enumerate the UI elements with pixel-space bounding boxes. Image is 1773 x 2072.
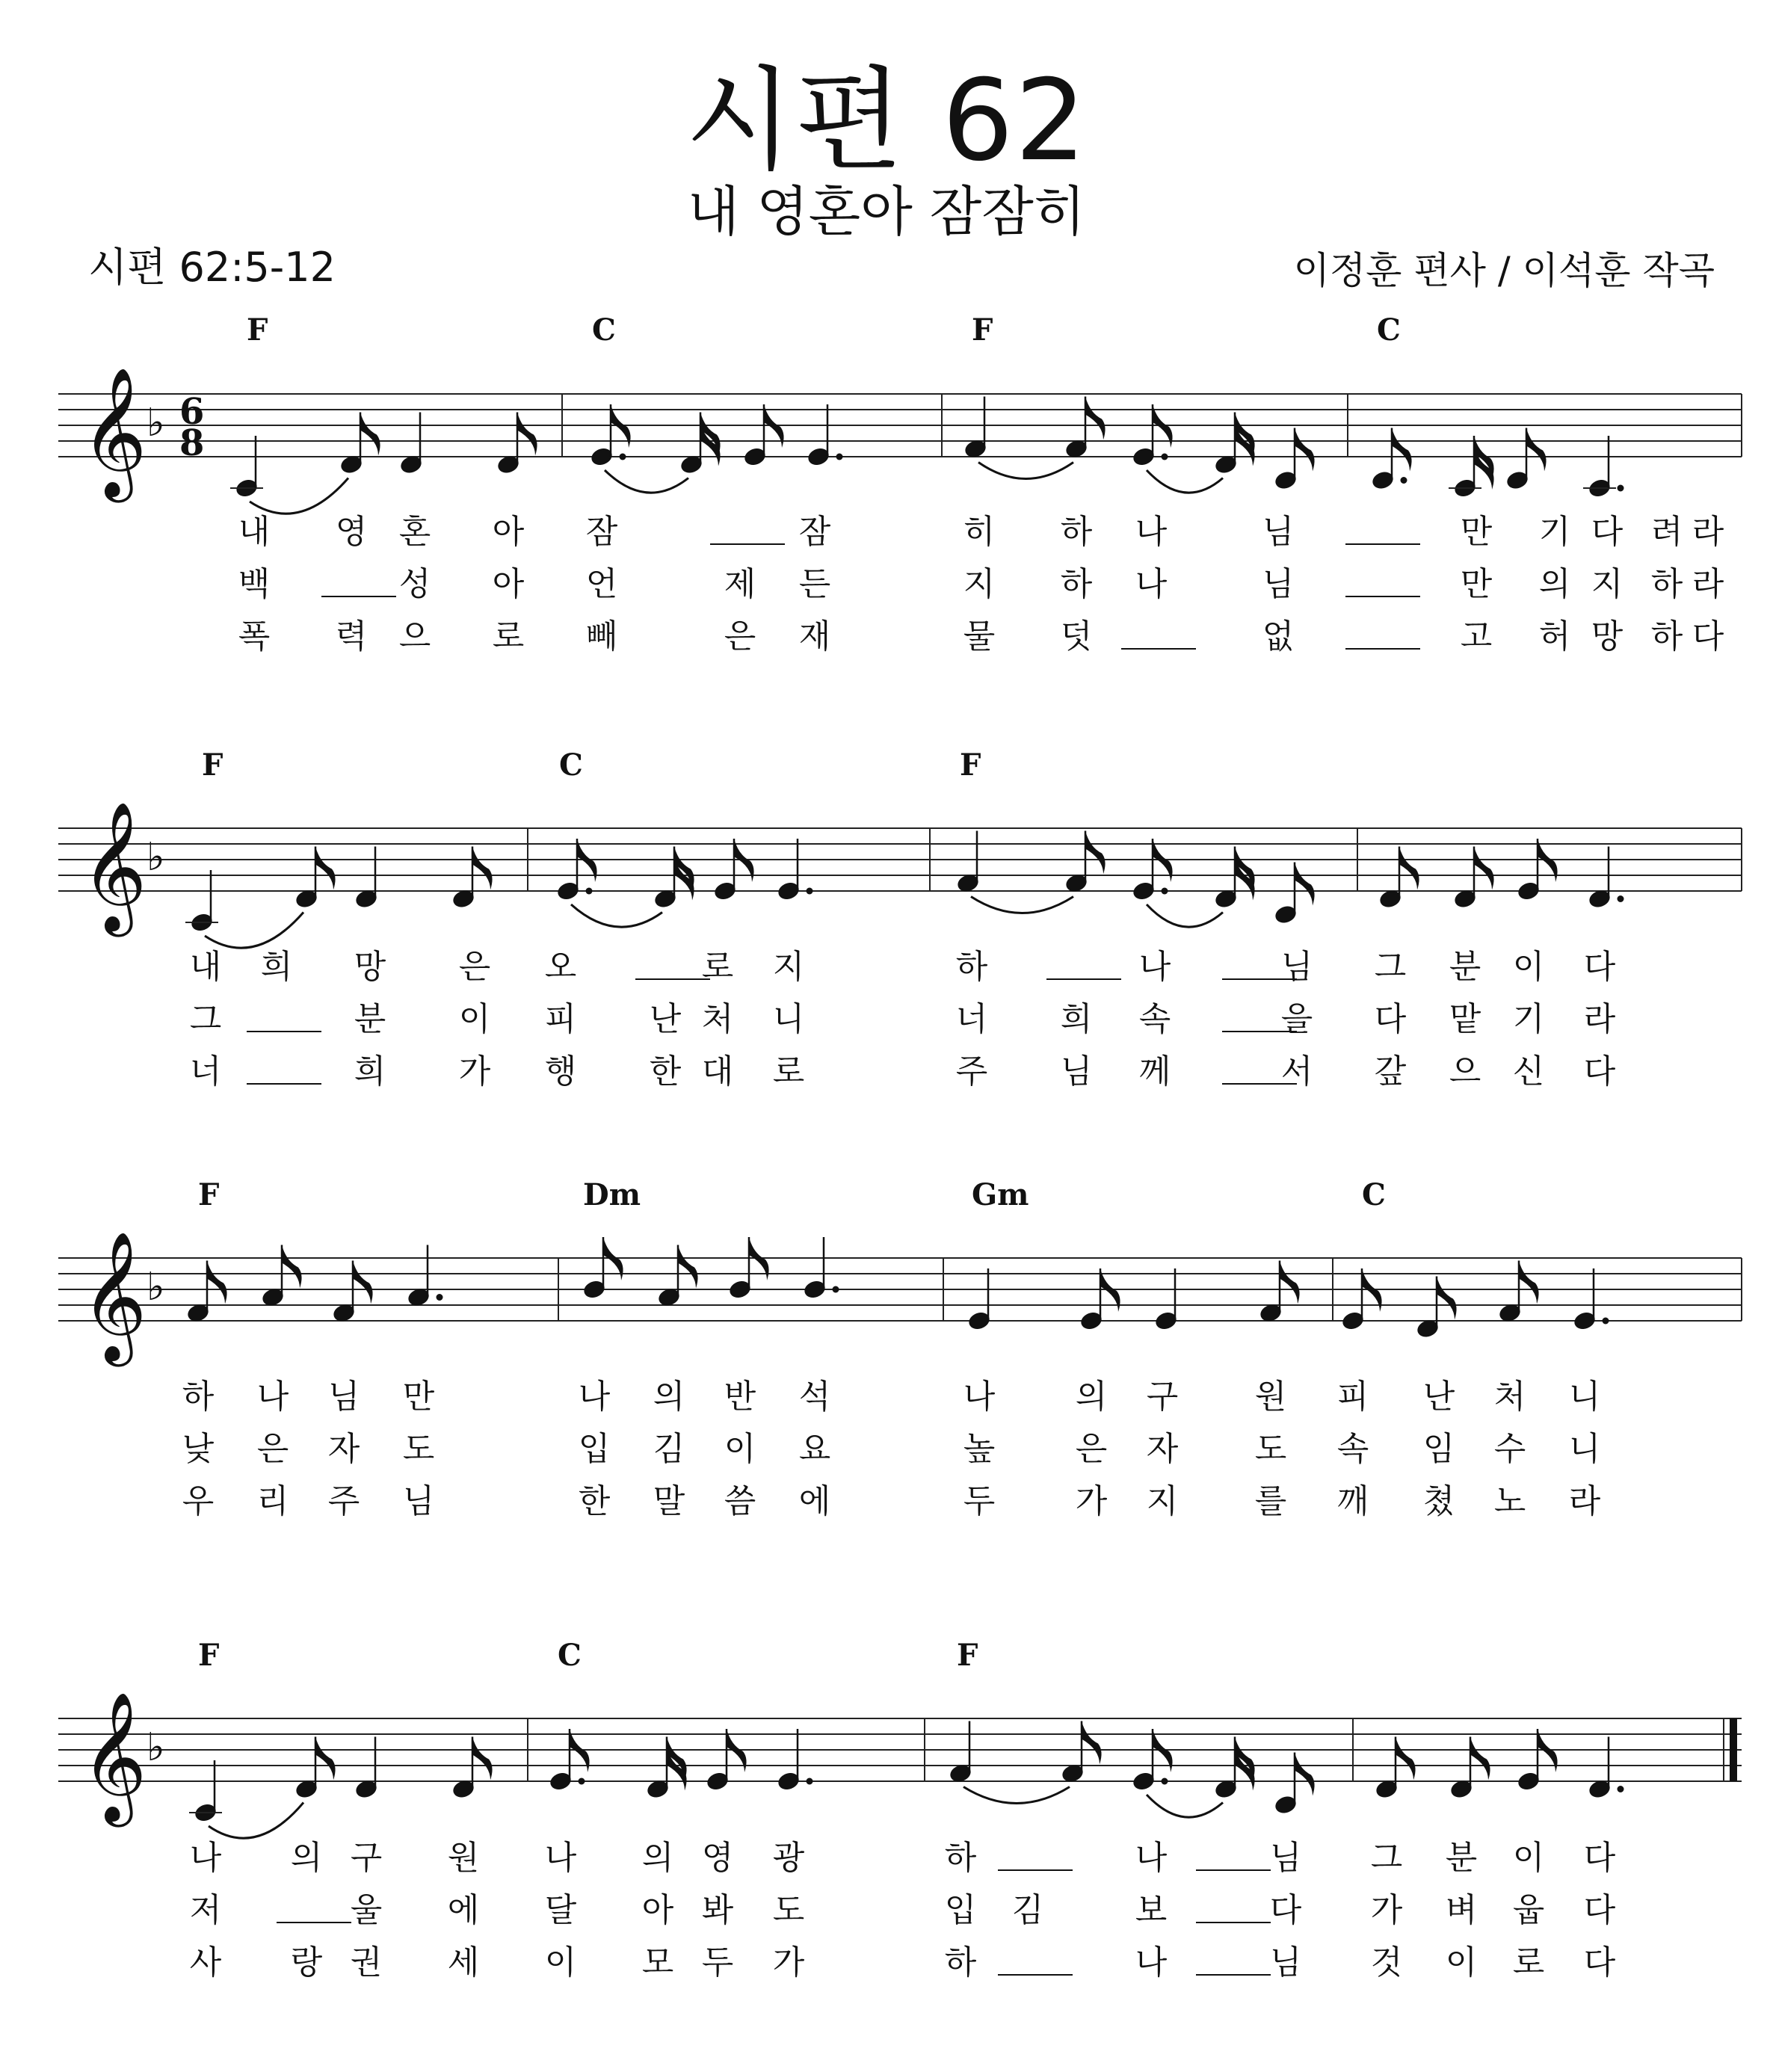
lyric-syllable: 망 [1591, 617, 1624, 656]
lyric-syllable: 려 [1650, 513, 1683, 551]
lyric-syllable: 대 [701, 1052, 734, 1091]
lyric-syllable: 구 [350, 1839, 383, 1877]
lyric-syllable: 자 [1146, 1430, 1179, 1468]
lyric-syllable: 께 [1138, 1052, 1171, 1091]
lyric-syllable: 우 [182, 1482, 215, 1520]
lyric-syllable: 하 [1650, 617, 1683, 656]
lyric-syllable: 처 [701, 1000, 734, 1038]
lyric-syllable: 신 [1512, 1052, 1545, 1091]
slur [205, 913, 303, 949]
augmentation-dot [1162, 888, 1168, 895]
note-flag [1474, 847, 1494, 890]
lyric-syllable: 다 [1583, 1839, 1616, 1877]
lyric-syllable: 니 [1568, 1430, 1601, 1468]
augmentation-dot [1162, 454, 1168, 460]
lyric-syllable: 잠 [585, 513, 618, 551]
augmentation-dot [579, 1778, 585, 1785]
lyric-syllable: 이 [724, 1430, 756, 1468]
lyric-syllable: 원 [1254, 1378, 1287, 1416]
slur [1147, 904, 1223, 927]
lyric-syllable: 이 [1512, 1839, 1545, 1877]
lyric-syllable: 나 [1135, 1839, 1168, 1877]
lyric-syllable: 다 [1583, 1052, 1616, 1091]
lyric-syllable: 로 [701, 948, 734, 986]
lyric-syllable: 다 [1692, 617, 1724, 656]
time-signature-top: 6 [179, 391, 205, 433]
lyric-syllable: 속 [1336, 1430, 1369, 1468]
lyric-syllable: 김 [653, 1430, 685, 1468]
chord-symbol: F [202, 747, 223, 783]
augmentation-dot [1618, 485, 1624, 492]
note-flag [1396, 1737, 1416, 1780]
slur [963, 1787, 1070, 1804]
lyric-syllable: 만 [402, 1378, 435, 1416]
lyric-syllable: 분 [1445, 1839, 1478, 1877]
treble-clef-icon: 𝄞 [81, 801, 147, 931]
lyric-syllable: 내 [189, 948, 222, 986]
note-flag [315, 1737, 336, 1780]
chord-symbol: F [247, 312, 268, 348]
lyric-syllable: 으 [398, 617, 431, 656]
lyric-syllable: 라 [1692, 565, 1724, 603]
lyric-syllable: 분 [354, 1000, 386, 1038]
lyric-syllable: 쳤 [1422, 1482, 1455, 1520]
flat-key-signature-icon: ♭ [147, 1265, 165, 1310]
lyric-syllable: 하 [1060, 513, 1093, 551]
lyric-syllable: 하 [955, 948, 988, 986]
lyric-syllable: 속 [1138, 1000, 1171, 1038]
lyric-syllable: 세 [447, 1943, 480, 1982]
lyric-syllable: 이 [1445, 1943, 1478, 1982]
lyric-syllable: 나 [1138, 948, 1171, 986]
final-barline [1730, 1718, 1737, 1781]
lyric-syllable: 희 [260, 948, 293, 986]
lyric-syllable: 를 [1254, 1482, 1287, 1520]
lyric-syllable: 혼 [398, 513, 431, 551]
lyric-syllable: 님 [1262, 565, 1295, 603]
augmentation-dot [833, 1286, 839, 1293]
flat-key-signature-icon: ♭ [147, 401, 165, 445]
lyric-syllable: 분 [1449, 948, 1481, 986]
lyric-syllable: 하 [182, 1378, 215, 1416]
note-flag [472, 1737, 493, 1780]
lyric-syllable: 아 [492, 565, 525, 603]
note-flag [1437, 1277, 1457, 1320]
lyric-syllable: 기 [1538, 513, 1571, 551]
lyric-syllable: 으 [1449, 1052, 1481, 1091]
lyric-syllable: 사 [189, 1943, 222, 1982]
lyric-syllable: 을 [1280, 1000, 1313, 1038]
lyric-syllable: 맡 [1449, 1000, 1481, 1038]
lyric-syllable: 다 [1374, 1000, 1407, 1038]
lyric-syllable: 님 [327, 1378, 360, 1416]
lyric-syllable: 권 [350, 1943, 383, 1982]
lyric-syllable: 폭 [238, 617, 271, 656]
lyric-syllable: 하 [944, 1839, 977, 1877]
augmentation-dot [1603, 1318, 1609, 1325]
lyric-syllable: 오 [544, 948, 577, 986]
lyric-syllable: 반 [724, 1378, 756, 1416]
lyric-syllable: 영 [701, 1839, 734, 1877]
lyric-syllable: 주 [327, 1482, 360, 1520]
lyric-syllable: 지 [1591, 565, 1624, 603]
lyric-syllable: 만 [1460, 513, 1493, 551]
lyric-syllable: 보 [1135, 1891, 1168, 1929]
flat-key-signature-icon: ♭ [147, 835, 165, 880]
note-flag [1280, 1261, 1300, 1304]
lyric-syllable: 님 [1060, 1052, 1093, 1091]
page-subtitle: 내 영혼아 잠잠히 [687, 180, 1086, 243]
lyric-syllable: 그 [189, 1000, 222, 1038]
lyric-syllable: 높 [963, 1430, 996, 1468]
lyric-syllable: 나 [544, 1839, 577, 1877]
lyric-syllable: 랑 [290, 1943, 323, 1982]
lyric-syllable: 잠 [798, 513, 831, 551]
lyric-syllable: 님 [1269, 1943, 1302, 1982]
augmentation-dot [620, 454, 626, 460]
arranger-composer-credits: 이정훈 편사 / 이석훈 작곡 [1293, 249, 1715, 292]
lyric-syllable: 하 [1650, 565, 1683, 603]
lyric-syllable: 나 [1135, 1943, 1168, 1982]
lyric-syllable: 그 [1370, 1839, 1403, 1877]
lyric-syllable: 라 [1692, 513, 1724, 551]
flat-key-signature-icon: ♭ [147, 1725, 165, 1770]
chord-symbol: F [957, 1638, 978, 1673]
chord-symbol: Gm [972, 1177, 1029, 1212]
lyric-syllable: 아 [492, 513, 525, 551]
chord-symbol: C [592, 312, 616, 348]
augmentation-dot [437, 1294, 443, 1301]
augmentation-dot [1618, 895, 1624, 902]
lyric-syllable: 처 [1493, 1378, 1526, 1416]
note-flag [207, 1261, 227, 1304]
lyric-syllable: 모 [641, 1943, 674, 1982]
chord-symbol: C [1377, 312, 1401, 348]
augmentation-dot [1618, 1786, 1624, 1792]
lyric-syllable: 도 [1254, 1430, 1287, 1468]
slur [605, 470, 688, 493]
note-flag [517, 413, 537, 456]
lyric-syllable: 만 [1460, 565, 1493, 603]
lyric-syllable: 든 [798, 565, 831, 603]
lyric-syllable: 너 [189, 1052, 222, 1091]
lyric-syllable: 나 [1135, 565, 1168, 603]
lyric-syllable: 석 [798, 1378, 831, 1416]
lyric-syllable: 김 [1011, 1891, 1044, 1929]
slur [978, 463, 1073, 479]
lyric-syllable: 주 [955, 1052, 988, 1091]
lyric-syllable: 기 [1512, 1000, 1545, 1038]
chord-symbol: C [558, 1638, 582, 1673]
scripture-reference: 시편 62:5-12 [88, 244, 336, 291]
lyric-syllable: 덧 [1060, 617, 1093, 656]
lyric-syllable: 은 [724, 617, 756, 656]
lyric-syllable: 님 [1269, 1839, 1302, 1877]
lyric-syllable: 달 [544, 1891, 577, 1929]
note-flag [315, 847, 336, 890]
chord-symbol: F [960, 747, 981, 783]
lyric-syllable: 허 [1538, 617, 1571, 656]
lyric-syllable: 히 [963, 513, 996, 551]
note-flag [1085, 831, 1106, 875]
note-flag [282, 1245, 302, 1289]
lyric-syllable: 피 [1336, 1378, 1369, 1416]
lyric-syllable: 봐 [701, 1891, 734, 1929]
lyric-syllable: 두 [701, 1943, 734, 1982]
lyric-syllable: 벼 [1445, 1891, 1478, 1929]
note-flag [1392, 428, 1412, 472]
lyric-syllable: 희 [354, 1052, 386, 1091]
lyric-syllable: 나 [1135, 513, 1168, 551]
lyric-syllable: 나 [578, 1378, 611, 1416]
lyric-syllable: 언 [585, 565, 618, 603]
lyric-syllable: 력 [335, 617, 368, 656]
lyric-syllable: 이 [1512, 948, 1545, 986]
lyric-syllable: 지 [1146, 1482, 1179, 1520]
chord-symbol: F [198, 1638, 220, 1673]
lyric-syllable: 다 [1591, 513, 1624, 551]
time-signature-bottom: 8 [179, 422, 205, 464]
lyric-syllable: 님 [1262, 513, 1295, 551]
lyric-syllable: 가 [772, 1943, 805, 1982]
lyric-syllable: 하 [944, 1943, 977, 1982]
chord-symbol: Dm [583, 1177, 641, 1212]
note-flag [1295, 428, 1315, 472]
lyric-syllable: 낮 [182, 1430, 215, 1468]
lyric-syllable: 것 [1370, 1943, 1403, 1982]
note-flag [1519, 1261, 1539, 1304]
lyric-syllable: 한 [578, 1482, 611, 1520]
slur [250, 478, 348, 514]
lyric-syllable: 의 [1538, 565, 1571, 603]
treble-clef-icon: 𝄞 [81, 367, 147, 497]
lyric-syllable: 다 [1269, 1891, 1302, 1929]
lyric-syllable: 행 [544, 1052, 577, 1091]
chord-symbol: F [972, 312, 993, 348]
lyric-syllable: 리 [256, 1482, 289, 1520]
lyric-syllable: 물 [963, 617, 996, 656]
lyric-syllable: 님 [402, 1482, 435, 1520]
lyric-syllable: 한 [649, 1052, 682, 1091]
lyric-syllable: 없 [1262, 617, 1295, 656]
augmentation-dot [1401, 477, 1407, 484]
lyric-syllable: 노 [1493, 1482, 1526, 1520]
lyric-syllable: 이 [458, 1000, 491, 1038]
slur [209, 1803, 303, 1839]
note-flag [1295, 863, 1315, 906]
lyric-syllable: 입 [578, 1430, 611, 1468]
lyric-syllable: 의 [641, 1839, 674, 1877]
note-flag [472, 847, 493, 890]
augmentation-dot [807, 1778, 813, 1785]
lyric-syllable: 요 [798, 1430, 831, 1468]
lyric-syllable: 원 [447, 1839, 480, 1877]
slur [1147, 1795, 1223, 1817]
lyric-syllable: 의 [653, 1378, 685, 1416]
lyric-syllable: 저 [189, 1891, 222, 1929]
lyric-syllable: 재 [798, 617, 831, 656]
lyric-syllable: 가 [1370, 1891, 1403, 1929]
lyric-syllable: 니 [1568, 1378, 1601, 1416]
lyric-syllable: 임 [1422, 1430, 1455, 1468]
augmentation-dot [807, 888, 813, 895]
augmentation-dot [1162, 1778, 1168, 1785]
slur [971, 897, 1073, 913]
note-flag [360, 413, 380, 456]
lyric-syllable: 은 [256, 1430, 289, 1468]
lyric-syllable: 님 [1280, 948, 1313, 986]
note-flag [353, 1261, 373, 1304]
lyric-syllable: 지 [963, 565, 996, 603]
lyric-syllable: 제 [724, 565, 756, 603]
note-flag [678, 1245, 698, 1289]
augmentation-dot [586, 888, 593, 895]
lyric-syllable: 씀 [724, 1482, 756, 1520]
lyric-syllable: 하 [1060, 565, 1093, 603]
lyric-syllable: 도 [402, 1430, 435, 1468]
note-flag [1526, 428, 1547, 472]
slur [1147, 470, 1223, 493]
note-flag [1295, 1753, 1315, 1796]
lyric-syllable: 울 [350, 1891, 383, 1929]
lyric-syllable: 다 [1583, 1943, 1616, 1982]
lyric-syllable: 입 [944, 1891, 977, 1929]
lyric-syllable: 수 [1493, 1430, 1526, 1468]
lyric-syllable: 내 [238, 513, 271, 551]
lyric-syllable: 다 [1583, 948, 1616, 986]
lyric-syllable: 빼 [585, 617, 618, 656]
lyric-syllable: 성 [398, 565, 431, 603]
lyric-syllable: 깨 [1336, 1482, 1369, 1520]
lyric-syllable: 갚 [1374, 1052, 1407, 1091]
lyric-syllable: 가 [458, 1052, 491, 1091]
slur [571, 904, 662, 927]
lyric-syllable: 너 [955, 1000, 988, 1038]
note-flag [1082, 1721, 1102, 1765]
lyric-syllable: 의 [1075, 1378, 1108, 1416]
lyric-syllable: 니 [772, 1000, 805, 1038]
lyric-syllable: 이 [544, 1943, 577, 1982]
lyric-syllable: 구 [1146, 1378, 1179, 1416]
lyric-syllable: 영 [335, 513, 368, 551]
lyric-syllable: 로 [772, 1052, 805, 1091]
lyric-syllable: 그 [1374, 948, 1407, 986]
page-title: 시편 62 [685, 56, 1088, 186]
lyric-syllable: 에 [798, 1482, 831, 1520]
lyric-syllable: 나 [189, 1839, 222, 1877]
chord-symbol: F [198, 1177, 220, 1212]
lyric-syllable: 가 [1075, 1482, 1108, 1520]
lyric-syllable: 웁 [1512, 1891, 1545, 1929]
augmentation-dot [836, 454, 843, 460]
lyric-syllable: 망 [354, 948, 386, 986]
treble-clef-icon: 𝄞 [81, 1692, 147, 1822]
lyric-syllable: 난 [649, 1000, 682, 1038]
note-flag [1470, 1737, 1490, 1780]
lyric-syllable: 광 [772, 1839, 805, 1877]
note-flag [1399, 847, 1419, 890]
lyric-syllable: 의 [290, 1839, 323, 1877]
lyric-syllable: 서 [1280, 1052, 1313, 1091]
lyric-syllable: 아 [641, 1891, 674, 1929]
lyric-syllable: 은 [458, 948, 491, 986]
lyric-syllable: 나 [963, 1378, 996, 1416]
lyric-syllable: 나 [256, 1378, 289, 1416]
lyric-syllable: 고 [1460, 617, 1493, 656]
chord-symbol: C [559, 747, 583, 783]
note-flag [1085, 397, 1106, 440]
lyric-syllable: 피 [544, 1000, 577, 1038]
lyric-syllable: 은 [1075, 1430, 1108, 1468]
lyric-syllable: 백 [238, 565, 271, 603]
lyric-syllable: 두 [963, 1482, 996, 1520]
chord-symbol: C [1362, 1177, 1386, 1212]
lyric-syllable: 에 [447, 1891, 480, 1929]
lyric-syllable: 말 [653, 1482, 685, 1520]
treble-clef-icon: 𝄞 [81, 1231, 147, 1361]
lyric-syllable: 지 [772, 948, 805, 986]
lyric-syllable: 라 [1583, 1000, 1616, 1038]
lyric-syllable: 자 [327, 1430, 360, 1468]
lyric-syllable: 로 [1512, 1943, 1545, 1982]
lyric-syllable: 희 [1060, 1000, 1093, 1038]
lyric-syllable: 도 [772, 1891, 805, 1929]
lyric-syllable: 난 [1422, 1378, 1455, 1416]
lyric-syllable: 다 [1583, 1891, 1616, 1929]
lyric-syllable: 라 [1568, 1482, 1601, 1520]
lyric-syllable: 로 [492, 617, 525, 656]
